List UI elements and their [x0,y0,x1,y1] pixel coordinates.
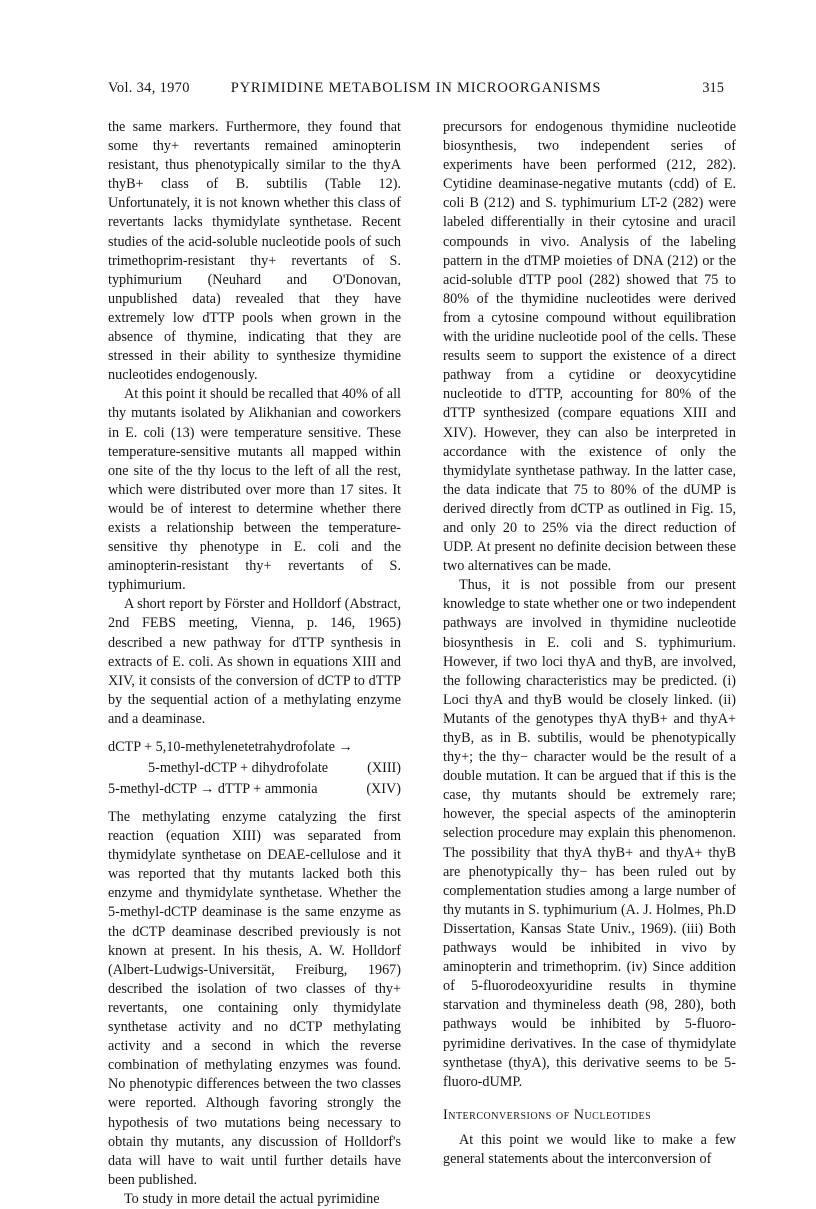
paragraph: Thus, it is not possible from our present knowledge to state whether one or two independent pathways are involved in thymidine nucleotide biosynthesis in E. coli and S. typhimurium. However, if two loci thyA and thyB, are involved, the following characteristics may be predicted. (i) Loci thyA and thyB would be closely linked. (ii) Mutants of the genotypes thyA thyB+ and thyA+ thyB, as in B. subtilis, would be phenotypically thy+; the thy− character would be the result of a double mutation. It can be argued that if this is the case, thy mutants should be extremely rare; however, the special aspects of the aminopterin selection procedure may explain this phenomenon. The possibility that thyA thyB+ and thyA+ thyB are phenotypically thy− has been ruled out by complementation studies among a large number of thy mutants in S. typhimurium (A. J. Holmes, Ph.D Dissertation, Kansas State Univ., 1969). (iii) Both pathways would be inhibited in vivo by aminopterin and trimethoprim. (iv) Since addition of 5-fluorodeoxyuridine results in thymine starvation and thymineless death (98, 280), both pathways would be inhibited by 5-fluoro-pyrimidine derivatives. In the case of thymidylate synthetase (thyA), this derivative seems to be 5-fluoro-dUMP. [443,577,736,1090]
paragraph: The methylating enzyme catalyzing the first reaction (equation XIII) was separated from thymidylate synthetase on DEAE-cellulose and it was reported that thy mutants lacked both this enzyme and thymidylate synthetase. Whether the 5-methyl-dCTP deaminase is the same enzyme as the dCTP deaminase described previously is not known at present. In his thesis, A. W. Holldorf (Albert-Ludwigs-Universität, Freiburg, 1967) described the isolation of two classes of thy+ revertants, one containing only thymidylate synthetase activity and no dCTP methylating activity and a second in which the reverse combination of methylating enzymes was found. No phenotypic differences between the two classes were reported. Although favoring strongly the hypothesis of two mutations being necessary to obtain thy mutants, any discussion of Holldorf's data will have to wait until further details have been published. [108,809,401,1188]
equation-label: (XIII) [367,760,401,776]
paragraph: precursors for endogenous thymidine nucleotide biosynthesis, two independent series of experiments have been performed (212, 282). Cytidine deaminase-negative mutants (cdd) of E. coli B (212) and S. typhimurium LT-2 (282) were labeled differentially in their cytosine and uracil compounds in vivo. Analysis of the labeling pattern in the dTMP moieties of DNA (212) or the acid-soluble dTTP pool (282) showed that 75 to 80% of the thymidine nucleotides were derived from a cytosine compound without equilibration with the uridine nucleotide pool of the cells. These results seem to support the existence of a direct pathway from a cytidine or deoxycytidine nucleotide to dTTP, accounting for 80% of the dTTP synthesized (compare equations XIII and XIV). However, they can also be interpreted in accordance with the existence of only the thymidylate synthetase pathway. In the latter case, the data indicate that 75 to 80% of the dUMP is derived directly from dCTP as outlined in Fig. 15, and only 20 to 25% via the direct reduction of UDP. At present no definite decision between these two alternatives can be made. [443,119,736,575]
page-number: 315 [702,80,724,96]
paragraph: the same markers. Furthermore, they found that some thy+ revertants remained aminopterin resistant, thus phenotypically similar to the thyA thyB+ class of B. subtilis (Table 12). Unfortunately, it is not known whether this class of revertants lacks thymidylate synthetase. Recent studies of the acid-soluble nucleotide pools of such trimethoprim-resistant thy+ revertants of S. typhimurium (Neuhard and O'Donovan, unpublished data) revealed that they have extremely low dTTP pools when grown in the absence of thymine, indicating that they are stressed in their ability to synthesize thymidine nucleotides endogenously. [108,119,401,384]
running-title: PYRIMIDINE METABOLISM IN MICROORGANISMS [230,80,602,96]
volume-label: Vol. 34, 1970 [108,80,190,96]
equation-xiii-line-2: 5-methyl-dCTP + dihydrofolate (XIII) [108,758,401,779]
paragraph: A short report by Förster and Holldorf (Abstract, 2nd FEBS meeting, Vienna, p. 146, 1965) described a new pathway for dTTP synthesis in extracts of E. coli. As shown in equations XIII and XIV, it consists of the conversion of dCTP to dTTP by the sequential action of a methylating enzyme and a deaminase. [108,596,401,727]
equation-label: (XIV) [366,781,401,797]
equations [108,737,401,800]
equation-xiv: 5-methyl-dCTP → dTTP + ammonia (XIV) [108,779,401,800]
left-column [108,118,401,1209]
paragraph: At this point it should be recalled that 40% of all thy mutants isolated by Alikhanian and coworkers in E. coli (13) were temperature sensitive. These temperature-sensitive mutants all mapped within one site of the thy locus to the left of all the rest, which were distributed over more than 17 sites. It would be of interest to determine whether there exists a relationship between the temperature-sensitive thy phenotype in E. coli and the aminopterin-resistant thy+ revertants of S. typhimurium. [108,386,401,594]
running-header [108,80,724,102]
right-column [443,118,736,1169]
paragraph: At this point we would like to make a few general statements about the interconversion of [443,1131,736,1167]
equation-xiii-line-1: dCTP + 5,10-methylenetetrahydrofolate → [108,739,353,755]
section-heading: Interconversions of Nucleotides [443,1106,652,1123]
paragraph: To study in more detail the actual pyrimidine [124,1190,380,1207]
